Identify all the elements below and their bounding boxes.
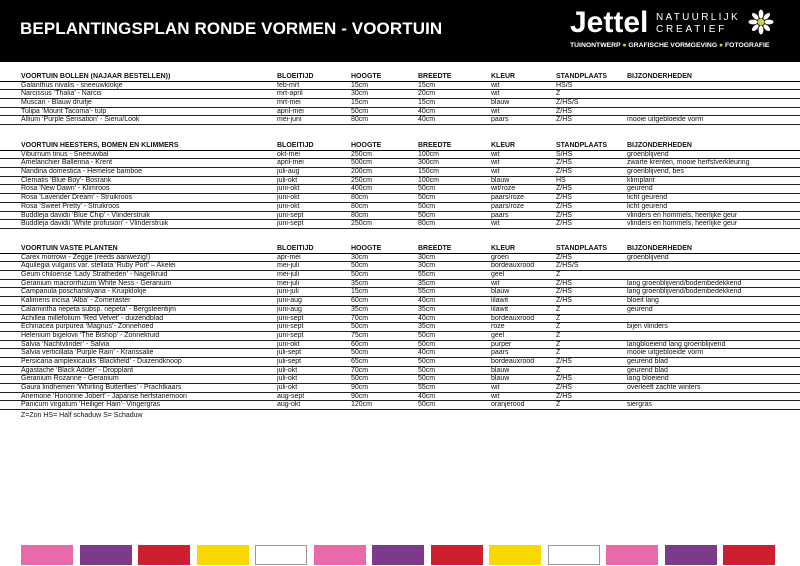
cell-plant-name: Salvia ‘Nachtvlinder’ - Salvia <box>21 340 110 348</box>
cell-location: Z/HS <box>556 168 572 176</box>
cell-width: 50cm <box>418 211 436 219</box>
cell-location: Z/HS <box>556 288 572 296</box>
cell-width: 40cm <box>418 314 436 322</box>
cell-width: 50cm <box>418 202 436 210</box>
table-row <box>0 288 800 297</box>
cell-remarks: langbloeiend lang groenblijvend <box>627 340 726 348</box>
cell-color: wit <box>491 150 500 158</box>
table-row <box>0 323 800 332</box>
logo-wordmark: Jettel <box>570 6 649 39</box>
header-location: STANDPLAATS <box>556 142 608 149</box>
cell-location: Z <box>556 323 561 331</box>
cell-width: 15cm <box>418 99 436 107</box>
tag-separator: ● <box>719 42 726 49</box>
tag-separator: ● <box>622 42 629 49</box>
cell-color: lilawit <box>491 305 509 313</box>
table-row <box>0 254 800 263</box>
cell-remarks: klimplant <box>627 176 655 184</box>
table-row <box>0 367 800 376</box>
cell-plant-name: Campanula poscharskyana - Kruipklokje <box>21 288 147 296</box>
cell-remarks: mooie uitgebloeide vorm <box>627 116 704 124</box>
cell-remarks: groenblijvend, bes <box>627 168 684 176</box>
header-height: HOOGTE <box>351 142 382 149</box>
color-swatch <box>723 545 775 565</box>
cell-bloom-period: juni-sept <box>277 211 304 219</box>
cell-plant-name: Helenium bigelovii ‘The Bishop’ - Zonnekruid <box>21 331 160 339</box>
cell-bloom-period: juli-okt <box>277 176 298 184</box>
table-row <box>0 358 800 367</box>
cell-location: Z/HS <box>556 392 572 400</box>
plant-table <box>0 73 800 125</box>
cell-remarks: groenblijvend <box>627 150 669 158</box>
cell-width: 35cm <box>418 323 436 331</box>
cell-location: Z/HS/S <box>556 262 579 270</box>
cell-width: 100cm <box>418 150 440 158</box>
cell-width: 35cm <box>418 305 436 313</box>
table-header <box>0 245 800 254</box>
cell-height: 50cm <box>351 107 369 115</box>
cell-color: bordeauxrood <box>491 357 535 365</box>
cell-width: 50cm <box>418 375 436 383</box>
header-bloom-period: BLOEITIJD <box>277 73 314 80</box>
cell-width: 300cm <box>418 159 440 167</box>
cell-location: Z/HS <box>556 220 572 228</box>
cell-plant-name: Allium ‘Purple Sensation’ - Sierui/Look <box>21 116 140 124</box>
cell-bloom-period: mrt-april <box>277 90 303 98</box>
cell-color: wit/roze <box>491 185 516 193</box>
cell-remarks: groenblijvend <box>627 253 669 261</box>
cell-height: 80cm <box>351 202 369 210</box>
cell-height: 60cm <box>351 340 369 348</box>
table-row <box>0 401 800 410</box>
color-swatch <box>489 545 541 565</box>
cell-remarks: geurend blad <box>627 357 668 365</box>
cell-bloom-period: aug-sept <box>277 392 305 400</box>
color-swatch <box>314 545 366 565</box>
cell-height: 15cm <box>351 288 369 296</box>
color-swatch <box>21 545 73 565</box>
table-row <box>0 271 800 280</box>
cell-color: paars/roze <box>491 194 525 202</box>
cell-color: wit <box>491 392 500 400</box>
cell-width: 35cm <box>418 279 436 287</box>
cell-location: Z/HS <box>556 194 572 202</box>
cell-plant-name: Rosa ‘Lavender Dream’ - Struikroos <box>21 194 133 202</box>
cell-height: 60cm <box>351 297 369 305</box>
table-row <box>0 116 800 125</box>
table-row <box>0 168 800 177</box>
header-color: KLEUR <box>491 73 516 80</box>
cell-color: wit <box>491 159 500 167</box>
cell-location: Z <box>556 305 561 313</box>
cell-plant-name: Geranium Rozanne - Geranium <box>21 375 119 383</box>
cell-width: 80cm <box>418 220 436 228</box>
cell-color: wit <box>491 279 500 287</box>
header-plant-name: VOORTUIN HEESTERS, BOMEN EN KLIMMERS <box>21 142 179 149</box>
cell-location: Z <box>556 401 561 409</box>
cell-plant-name: Rosa ‘New Dawn’ - Klimroos <box>21 185 110 193</box>
table-row <box>0 99 800 108</box>
color-swatch <box>606 545 658 565</box>
header-bloom-period: BLOEITIJD <box>277 142 314 149</box>
cell-color: blauw <box>491 288 510 296</box>
cell-color: wit <box>491 220 500 228</box>
cell-location: Z/HS <box>556 375 572 383</box>
cell-plant-name: Viburnum tinus - Sneeuwbal <box>21 150 109 158</box>
cell-remarks: geurend <box>627 185 653 193</box>
color-swatches <box>21 545 781 565</box>
cell-width: 40cm <box>418 297 436 305</box>
cell-remarks: vlinders en hommels, heerlijke geur <box>627 220 738 228</box>
table-row <box>0 151 800 160</box>
cell-remarks: lang bloeiend <box>627 375 669 383</box>
cell-color: paars <box>491 211 509 219</box>
cell-bloom-period: juni-okt <box>277 185 300 193</box>
header-height: HOOGTE <box>351 73 382 80</box>
cell-bloom-period: juli-sept <box>277 349 302 357</box>
cell-bloom-period: juni-sept <box>277 314 304 322</box>
cell-bloom-period: mei-juli <box>277 279 300 287</box>
cell-location: Z/HS <box>556 159 572 167</box>
cell-width: 40cm <box>418 349 436 357</box>
table-row <box>0 375 800 384</box>
cell-remarks: vlinders en hommels, heerlijke geur <box>627 211 738 219</box>
cell-color: wit <box>491 384 500 391</box>
cell-location: Z/HS <box>556 185 572 193</box>
cell-plant-name: Calamintha nepeta subsp. nepeta’ - Bergsteentijm <box>21 305 176 313</box>
cell-remarks: bloeit lang <box>627 297 659 305</box>
cell-bloom-period: juni-okt <box>277 194 300 202</box>
cell-plant-name: Kalimeris incisa ‘Alba’ - Zomeraster <box>21 297 131 305</box>
cell-color: blauw <box>491 176 510 184</box>
cell-width: 100cm <box>418 176 440 184</box>
color-swatch <box>255 545 307 565</box>
cell-location: Z <box>556 271 561 279</box>
cell-plant-name: Panicum virgatum ‘Heiliger Hain’- Vingergras <box>21 401 161 409</box>
cell-height: 30cm <box>351 90 369 98</box>
cell-remarks: geurend blad <box>627 366 668 374</box>
cell-plant-name: Echinacea purpurea ‘Magnus’- Zonnehoed <box>21 323 154 331</box>
cell-width: 50cm <box>418 401 436 409</box>
cell-location: Z <box>556 90 561 98</box>
cell-bloom-period: okt-mei <box>277 150 300 158</box>
cell-color: blauw <box>491 99 510 107</box>
cell-width: 50cm <box>418 340 436 348</box>
cell-color: bordeauxrood <box>491 314 535 322</box>
cell-plant-name: Buddleja davidii ‘Blue Chip’ - Vlinderstruik <box>21 211 150 219</box>
plant-table <box>0 245 800 410</box>
cell-height: 250cm <box>351 220 373 228</box>
color-swatch <box>138 545 190 565</box>
cell-color: bordeauxrood <box>491 262 535 270</box>
table-row <box>0 194 800 203</box>
cell-remarks: overleeft zachte winters <box>627 384 701 391</box>
cell-bloom-period: aug-okt <box>277 401 301 409</box>
cell-bloom-period: mei-juli <box>277 262 300 270</box>
cell-height: 50cm <box>351 349 369 357</box>
cell-color: roze <box>491 323 505 331</box>
cell-color: paars <box>491 116 509 124</box>
cell-height: 200cm <box>351 168 373 176</box>
cell-height: 500cm <box>351 159 373 167</box>
cell-bloom-period: juli-sept <box>277 357 302 365</box>
cell-width: 50cm <box>418 194 436 202</box>
header-location: STANDPLAATS <box>556 73 608 80</box>
color-swatch <box>372 545 424 565</box>
header-plant-name: VOORTUIN VASTE PLANTEN <box>21 245 118 252</box>
cell-height: 50cm <box>351 375 369 383</box>
table-row <box>0 185 800 194</box>
logo-tag-2: GRAFISCHE VORMGEVING <box>628 42 718 49</box>
table-row <box>0 203 800 212</box>
table-row <box>0 262 800 271</box>
header-bloom-period: BLOEITIJD <box>277 245 314 252</box>
cell-width: 50cm <box>418 331 436 339</box>
header-width: BREEDTE <box>418 142 452 149</box>
table-header <box>0 73 800 82</box>
cell-bloom-period: feb-mrt <box>277 81 300 89</box>
cell-height: 80cm <box>351 211 369 219</box>
table-row <box>0 108 800 117</box>
table-row <box>0 341 800 350</box>
cell-width: 40cm <box>418 107 436 115</box>
cell-height: 70cm <box>351 366 369 374</box>
cell-location: Z/HS <box>556 202 572 210</box>
cell-location: Z/HS <box>556 253 572 261</box>
cell-location: Z/HS <box>556 384 572 391</box>
cell-height: 400cm <box>351 185 373 193</box>
cell-bloom-period: juni-sept <box>277 220 304 228</box>
cell-color: wit <box>491 168 500 176</box>
cell-color: wit <box>491 107 500 115</box>
cell-height: 80cm <box>351 116 369 124</box>
color-swatch <box>665 545 717 565</box>
cell-height: 250cm <box>351 176 373 184</box>
header-plant-name: VOORTUIN BOLLEN (NAJAAR BESTELLEN)) <box>21 73 171 80</box>
cell-width: 55cm <box>418 271 436 279</box>
cell-plant-name: Salvia verticillata ‘Purple Rain’ - Kranssalie <box>21 349 154 357</box>
cell-height: 120cm <box>351 401 373 409</box>
cell-plant-name: Rosa ‘Sweet Pretty’ - Struikroos <box>21 202 120 210</box>
table-row <box>0 280 800 289</box>
cell-width: 15cm <box>418 81 436 89</box>
cell-height: 75cm <box>351 331 369 339</box>
cell-color: blauw <box>491 366 510 374</box>
cell-height: 50cm <box>351 323 369 331</box>
cell-plant-name: Persicaria amplexicaulis ‘Blackfield’ - Duizendknoop <box>21 357 182 365</box>
cell-bloom-period: juli-okt <box>277 384 298 391</box>
cell-location: Z/HS <box>556 107 572 115</box>
cell-plant-name: Nandina domestica - Hemelse bamboe <box>21 168 143 176</box>
cell-bloom-period: apr-mei <box>277 253 301 261</box>
cell-height: 35cm <box>351 305 369 313</box>
color-swatch <box>548 545 600 565</box>
table-row <box>0 212 800 221</box>
logo-tag-3: FOTOGRAFIE <box>725 42 770 49</box>
header-remarks: BIJZONDERHEDEN <box>627 73 692 80</box>
cell-location: Z <box>556 331 561 339</box>
cell-location: Z <box>556 314 561 322</box>
cell-height: 90cm <box>351 392 369 400</box>
table-row <box>0 393 800 402</box>
cell-width: 30cm <box>418 262 436 270</box>
cell-plant-name: Amelanchier Ballerina - Krent <box>21 159 113 167</box>
cell-color: paars <box>491 349 509 357</box>
header-width: BREEDTE <box>418 73 452 80</box>
cell-bloom-period: juli-okt <box>277 375 298 383</box>
header-location: STANDPLAATS <box>556 245 608 252</box>
table-row <box>0 315 800 324</box>
logo-line-2: CREATIEF <box>656 24 728 35</box>
cell-plant-name: Galanthus nivalis - sneeuwklokje <box>21 81 123 89</box>
cell-height: 70cm <box>351 314 369 322</box>
cell-width: 50cm <box>418 185 436 193</box>
table-row <box>0 220 800 229</box>
cell-height: 15cm <box>351 99 369 107</box>
cell-plant-name: Agastache ‘Black Adder’ - Dropplant <box>21 366 134 374</box>
legend: Z=Zon HS= Half schaduw S= Schaduw <box>21 412 143 419</box>
cell-plant-name: Narcissus ‘Thalia’ - Narcis <box>21 90 102 98</box>
cell-location: Z/HS <box>556 211 572 219</box>
header-color: KLEUR <box>491 142 516 149</box>
cell-color: paars/roze <box>491 202 525 210</box>
cell-remarks: lang groenblijvend/bodembedekkend <box>627 288 742 296</box>
cell-location: HS/S <box>556 81 573 89</box>
header-remarks: BIJZONDERHEDEN <box>627 245 692 252</box>
cell-location: Z <box>556 349 561 357</box>
cell-remarks: bijen vlinders <box>627 323 668 331</box>
table-header <box>0 142 800 151</box>
cell-bloom-period: mei-juli <box>277 271 300 279</box>
cell-plant-name: Muscari - Blauw druifje <box>21 99 92 107</box>
cell-plant-name: Gaura lindhemeri ‘Whirling Butterflies’ - Prachtkaars <box>21 384 182 391</box>
cell-bloom-period: juni-aug <box>277 305 302 313</box>
cell-location: Z/HS/S <box>556 99 579 107</box>
page-title: BEPLANTINGSPLAN RONDE VORMEN - VOORTUIN <box>20 19 443 38</box>
cell-location: Z/HS <box>556 116 572 124</box>
cell-plant-name: Aquilegia vulgaris var. stellata ‘Ruby Port’ – Akelei <box>21 262 176 270</box>
color-swatch <box>431 545 483 565</box>
cell-location: Z <box>556 366 561 374</box>
cell-plant-name: Buddleja davidii ‘White profusion’ - Vlinderstruik <box>21 220 169 228</box>
cell-bloom-period: juni-sept <box>277 323 304 331</box>
cell-remarks: mooie uitgebloeide vorm <box>627 349 704 357</box>
header-remarks: BIJZONDERHEDEN <box>627 142 692 149</box>
cell-height: 30cm <box>351 253 369 261</box>
header-width: BREEDTE <box>418 245 452 252</box>
cell-width: 30cm <box>418 253 436 261</box>
table-row <box>0 90 800 99</box>
table-row <box>0 297 800 306</box>
cell-plant-name: Clematis ‘Blue Boy’- Bosrank <box>21 176 112 184</box>
cell-width: 20cm <box>418 90 436 98</box>
cell-remarks: siergras <box>627 401 652 409</box>
color-swatch <box>80 545 132 565</box>
cell-bloom-period: juni-okt <box>277 340 300 348</box>
cell-location: Z <box>556 340 561 348</box>
cell-color: oranjerood <box>491 401 525 409</box>
cell-bloom-period: juni-sept <box>277 331 304 339</box>
plant-table <box>0 142 800 229</box>
cell-bloom-period: juni-aug <box>277 297 302 305</box>
cell-height: 15cm <box>351 81 369 89</box>
header-height: HOOGTE <box>351 245 382 252</box>
cell-color: purper <box>491 340 512 348</box>
table-row <box>0 349 800 358</box>
cell-plant-name: Geranium macrorrhizum White Ness - Geranium <box>21 279 172 287</box>
cell-width: 40cm <box>418 116 436 124</box>
logo-tag-1: TUINONTWERP <box>570 42 621 49</box>
cell-color: wit <box>491 81 500 89</box>
table-row <box>0 159 800 168</box>
cell-width: 50cm <box>418 366 436 374</box>
cell-height: 90cm <box>351 384 369 391</box>
cell-remarks: licht geurend <box>627 202 668 210</box>
cell-bloom-period: juni-okt <box>277 202 300 210</box>
color-swatch <box>197 545 249 565</box>
cell-plant-name: Carex morrowi - Zegge (reeds aanwezig!) <box>21 253 151 261</box>
table-row <box>0 384 800 393</box>
cell-color: lilawit <box>491 297 509 305</box>
cell-location: HS <box>556 176 566 184</box>
cell-bloom-period: juli-okt <box>277 366 298 374</box>
cell-height: 35cm <box>351 279 369 287</box>
cell-location: Z/HS <box>556 279 572 287</box>
cell-plant-name: Tulipa ‘Mount Tacoma’- tulp <box>21 107 107 115</box>
cell-bloom-period: juli-aug <box>277 168 300 176</box>
cell-plant-name: Anemone ‘Honorine Jobert’ - Japanse herfstanemoon <box>21 392 187 400</box>
logo-line-1: NATUURLIJK <box>656 12 740 23</box>
cell-height: 250cm <box>351 150 373 158</box>
table-row <box>0 177 800 186</box>
cell-bloom-period: mrt-mei <box>277 99 301 107</box>
cell-remarks: geurend <box>627 305 653 313</box>
cell-height: 50cm <box>351 271 369 279</box>
cell-bloom-period: mei-juni <box>277 116 302 124</box>
table-row <box>0 332 800 341</box>
cell-location: Z/HS <box>556 297 572 305</box>
cell-location: Z/HS <box>556 357 572 365</box>
cell-color: geel <box>491 331 505 339</box>
cell-height: 65cm <box>351 357 369 365</box>
cell-height: 50cm <box>351 262 369 270</box>
cell-color: blauw <box>491 375 510 383</box>
cell-color: geel <box>491 271 505 279</box>
cell-color: wit <box>491 90 500 98</box>
cell-color: groen <box>491 253 509 261</box>
table-row <box>0 82 800 91</box>
cell-location: S/HS <box>556 150 573 158</box>
cell-remarks: licht geurend <box>627 194 668 202</box>
header-color: KLEUR <box>491 245 516 252</box>
cell-bloom-period: april-mei <box>277 107 304 115</box>
cell-remarks: lang groenblijvend/bodembedekkend <box>627 279 742 287</box>
cell-width: 50cm <box>418 357 436 365</box>
cell-height: 80cm <box>351 194 369 202</box>
cell-width: 40cm <box>418 392 436 400</box>
table-row <box>0 306 800 315</box>
cell-plant-name: Geum chiloense ‘Lady Stratheden’ - Nagelkruid <box>21 271 168 279</box>
cell-remarks: zwarte krenten, mooie herfstverkleuring <box>627 159 750 167</box>
cell-width: 55cm <box>418 384 436 391</box>
cell-width: 150cm <box>418 168 440 176</box>
cell-width: 55cm <box>418 288 436 296</box>
cell-plant-name: Achillea millefolium ‘Red Velvet’ - duizendblad <box>21 314 164 322</box>
cell-bloom-period: juni-juli <box>277 288 299 296</box>
cell-bloom-period: april-mei <box>277 159 304 167</box>
